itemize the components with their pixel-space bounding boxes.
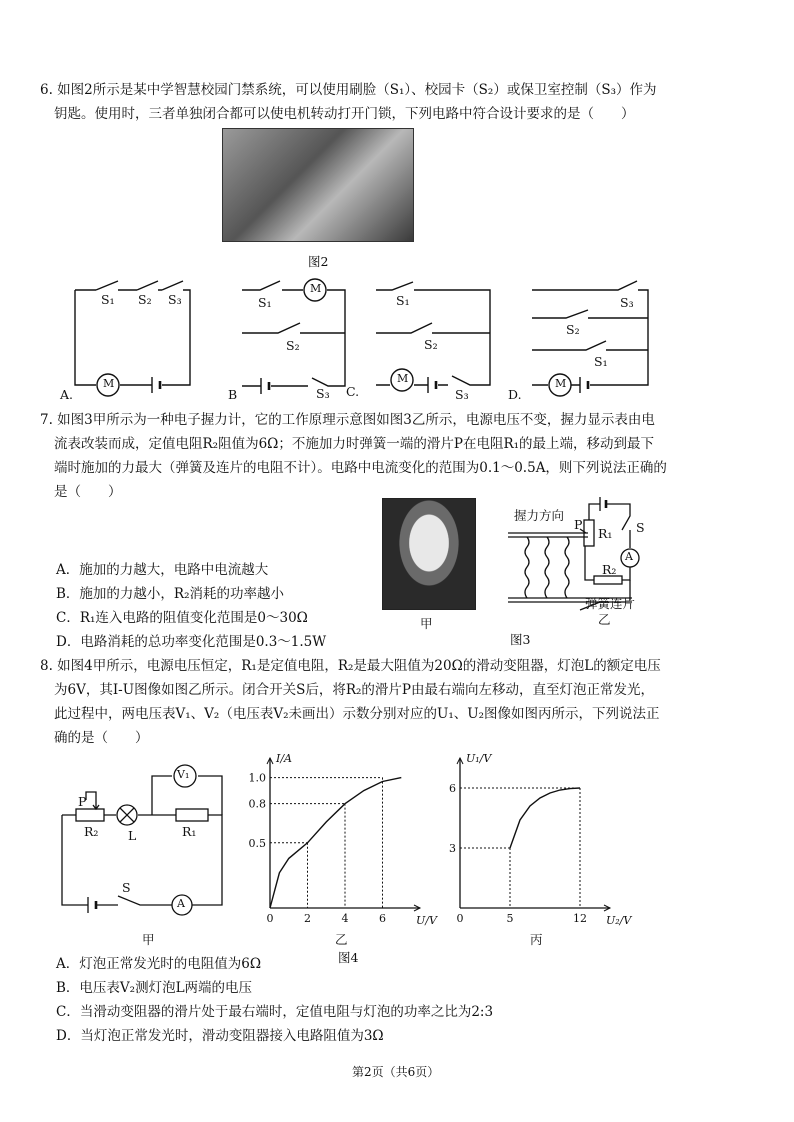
q7-r2: R₂ (602, 562, 617, 577)
y-tick-label: 3 (449, 842, 456, 855)
q8-option-b: B．电压表V₂测灯泡L两端的电压 (56, 980, 253, 996)
q6c-motor: M (397, 372, 409, 385)
q6-line2: 钥匙。使用时，三者单独闭合都可以使电机转动打开门锁，下列电路中符合设计要求的是（ ） (54, 106, 635, 122)
q6a-motor: M (103, 377, 115, 390)
q7-ammeter: A (625, 550, 633, 563)
q8-option-c: C．当滑动变阻器的滑片处于最右端时，定值电阻与灯泡的功率之比为2:3 (56, 1004, 494, 1020)
q6b-s3: S₃ (316, 386, 330, 401)
chart-bing-u1u2 (430, 748, 632, 927)
q8-ammeter: A (177, 897, 185, 910)
q6d-s2: S₂ (566, 322, 580, 337)
q6a-s1: S₁ (101, 292, 115, 307)
data-curve (510, 788, 580, 848)
q7-option-b: B．施加的力越小，R₂消耗的功率越小 (56, 586, 284, 602)
q7-line2: 流表改装而成，定值电阻R₂阻值为6Ω；不施加力时弹簧一端的滑片P在电阻R₁的最上端，移动到最下 (54, 436, 655, 452)
page-footer: 第2页（共6页） (352, 1065, 440, 1079)
x-tick-label: 0 (266, 912, 274, 925)
q6a-s2: S₂ (138, 292, 152, 307)
fig3-jia: 甲 (420, 616, 433, 631)
fig4-yi: 乙 (335, 932, 348, 947)
q6c-s2: S₂ (424, 337, 438, 352)
fig4-caption: 图4 (338, 950, 359, 965)
x-tick-label: 5 (506, 912, 514, 925)
q8-s: S (122, 880, 131, 895)
q6-option-d: D. (508, 387, 522, 402)
q6b-motor: M (310, 282, 322, 295)
q7-p: P (574, 517, 583, 532)
x-tick-label: 0 (456, 912, 464, 925)
q6-line1: 6. 如图2所示是某中学智慧校园门禁系统，可以使用刷脸（S₁）、校园卡（S₂）或保卫室控制（S₃）作为 (40, 82, 657, 98)
q7-s: S (636, 520, 645, 535)
q6b-s1: S₁ (258, 295, 272, 310)
q6a-s3: S₃ (168, 292, 182, 307)
q7-option-a: A．施加的力越大，电路中电流越大 (56, 562, 269, 578)
q8-line4: 确的是（ ） (54, 730, 149, 746)
data-curve (270, 778, 401, 908)
q8-line3: 此过程中，两电压表V₁、V₂（电压表V₂未画出）示数分别对应的U₁、U₂图像如图丙所示，下列说法正 (54, 706, 660, 722)
y-tick-label: 6 (449, 782, 456, 795)
y-tick-label: 0.8 (248, 797, 266, 811)
q8-lamp: L (128, 828, 137, 843)
force-direction-label: 握力方向 (514, 508, 565, 523)
q8-option-d: D．当灯泡正常发光时，滑动变阻器接入电路阻值为3Ω (56, 1028, 384, 1044)
q8-line1: 8. 如图4甲所示，电源电压恒定，R₁是定值电阻，R₂是最大阻值为20Ω的滑动变阻器，灯泡L的额定电压 (40, 658, 661, 674)
q6d-s3: S₃ (620, 295, 634, 310)
q8-r2: R₂ (84, 824, 99, 839)
q7-r1: R₁ (598, 526, 613, 541)
x-axis-label: U₂/V (606, 914, 632, 927)
fig3-yi: 乙 (598, 612, 611, 627)
q8-v1: V₁ (177, 768, 190, 781)
q7-option-d: D．电路消耗的总功率变化范围是0.3～1.5W (56, 634, 327, 650)
q6d-s1: S₁ (594, 354, 608, 369)
x-tick-label: 12 (573, 912, 587, 925)
fig2-caption: 图2 (308, 254, 329, 269)
fig3-caption: 图3 (510, 632, 531, 647)
q7-line1: 7. 如图3甲所示为一种电子握力计，它的工作原理示意图如图3乙所示，电源电压不变，握力显示表由电 (40, 412, 655, 428)
q8-line2: 为6V，其I-U图像如图乙所示。闭合开关S后，将R₂的滑片P由最右端向左移动，直至灯泡正常发光， (54, 682, 655, 698)
q6-option-c: C. (346, 384, 360, 399)
q6-option-b: B (228, 387, 238, 402)
q6-option-a: A. (60, 387, 74, 402)
fig4-jia: 甲 (142, 932, 155, 947)
q6d-motor: M (555, 377, 567, 390)
q7-option-c: C．R₁连入电路的阻值变化范围是0～30Ω (56, 610, 308, 626)
q8-p: P (78, 794, 87, 809)
q7-spring-label: 弹簧连片 (585, 596, 636, 611)
chart-yi-iu (240, 748, 437, 927)
q7-line4: 是（ ） (54, 484, 122, 500)
y-tick-label: 1.0 (248, 771, 266, 785)
x-tick-label: 6 (379, 912, 386, 925)
q8-option-a: A．灯泡正常发光时的电阻值为6Ω (56, 956, 262, 972)
x-axis-label: U/V (416, 914, 437, 927)
q8-r1: R₁ (182, 824, 197, 839)
q6c-s1: S₁ (396, 293, 410, 308)
y-tick-label: 0.5 (248, 836, 266, 850)
fig4-bing: 丙 (530, 932, 543, 947)
q6c-s3: S₃ (455, 387, 469, 402)
y-axis-label: I/A (276, 752, 292, 765)
x-tick-label: 2 (304, 912, 311, 925)
x-tick-label: 4 (341, 912, 349, 925)
q6b-s2: S₂ (286, 338, 300, 353)
y-axis-label: U₁/V (466, 752, 492, 765)
q7-line3: 端时施加的力最大（弹簧及连片的电阻不计）。电路中电流变化的范围为0.1～0.5A，则下列说法正确的 (54, 460, 667, 476)
